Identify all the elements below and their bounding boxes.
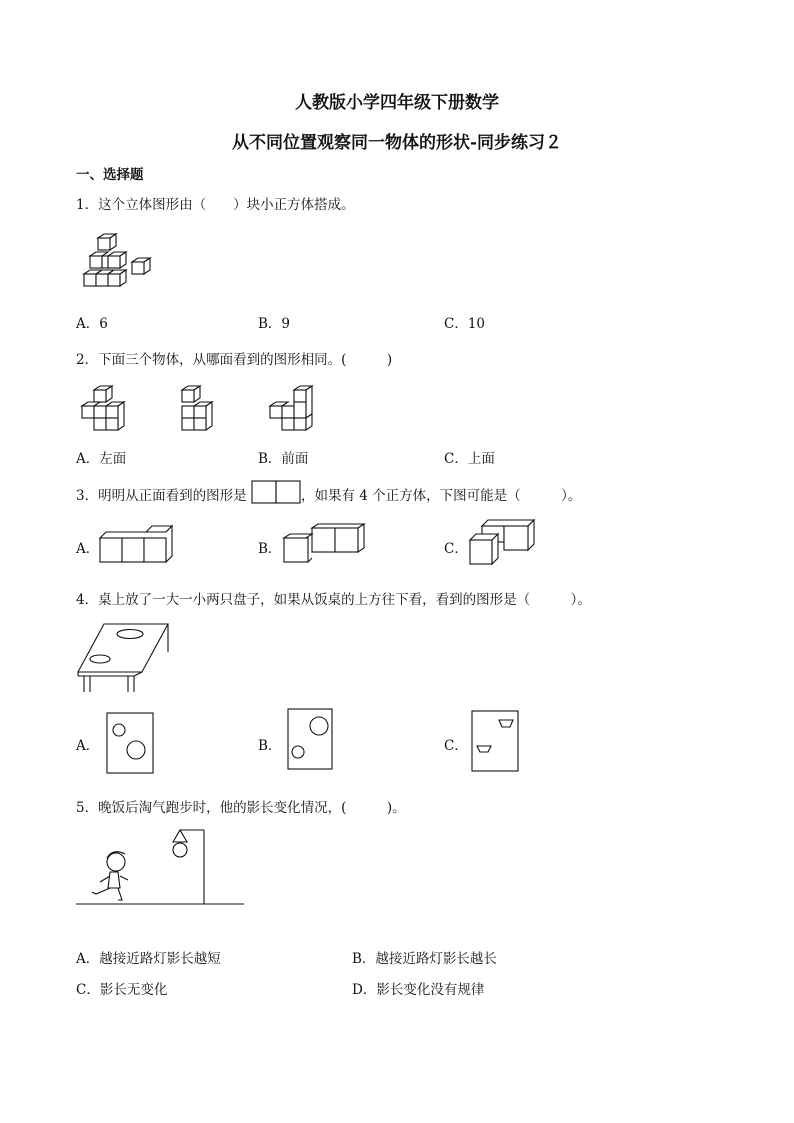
q1-option-c[interactable]: C．10: [444, 316, 486, 332]
section-heading: 一、选择题: [76, 167, 144, 183]
q2-option-c[interactable]: C．上面: [444, 451, 495, 467]
front-view-figure: [251, 480, 301, 504]
page-title: 人教版小学四年级下册数学: [295, 93, 499, 113]
q4-option-a-figure: [106, 712, 154, 774]
q3-option-c[interactable]: C．: [444, 541, 468, 557]
question-3-text-end: ，如果有 4 个正方体，下图可能是（ ）。: [301, 488, 582, 504]
q5-option-a[interactable]: A．越接近路灯影长越短: [76, 951, 221, 967]
q5-option-b[interactable]: B．越接近路灯影长越长: [352, 951, 497, 967]
q3-option-a[interactable]: A．: [76, 541, 100, 557]
q3-option-a-figure: [98, 522, 178, 564]
page-subtitle: 从不同位置观察同一物体的形状-同步练习２: [231, 133, 563, 153]
q3-option-b-figure: [282, 522, 368, 564]
q5-option-d[interactable]: D．影长变化没有规律: [352, 982, 485, 998]
q4-option-c[interactable]: C．: [444, 738, 468, 754]
question-2-text: 2．下面三个物体，从哪面看到的图形相同。( ): [76, 352, 393, 368]
q4-option-c-figure: [471, 710, 519, 772]
question-1-text: 1．这个立体图形由（ ）块小正方体搭成。: [76, 197, 355, 213]
q3-option-b[interactable]: B．: [258, 541, 282, 557]
q5-option-c[interactable]: C．影长无变化: [76, 982, 168, 998]
question-3-text-start: 3．明明从正面看到的图形是: [76, 488, 247, 504]
question-4-text: 4．桌上放了一大一小两只盘子，如果从饭桌的上方往下看，看到的图形是（ ）。: [76, 592, 591, 608]
boy-and-street-lamp-figure: [76, 824, 246, 908]
q1-option-a[interactable]: A．6: [76, 316, 108, 332]
question-5-text: 5．晚饭后淘气跑步时，他的影长变化情况，( )。: [76, 800, 406, 816]
q1-option-b[interactable]: B．9: [258, 316, 291, 332]
q4-option-b-figure: [287, 708, 333, 770]
q2-option-a[interactable]: A．左面: [76, 451, 127, 467]
q4-option-b[interactable]: B．: [258, 738, 282, 754]
q3-option-c-figure: [468, 518, 538, 568]
three-objects-figure: [80, 384, 330, 434]
cube-stack-figure: [82, 232, 154, 294]
q4-option-a[interactable]: A．: [76, 738, 100, 754]
q2-option-b[interactable]: B．前面: [258, 451, 309, 467]
table-with-plates-figure: [76, 622, 180, 694]
